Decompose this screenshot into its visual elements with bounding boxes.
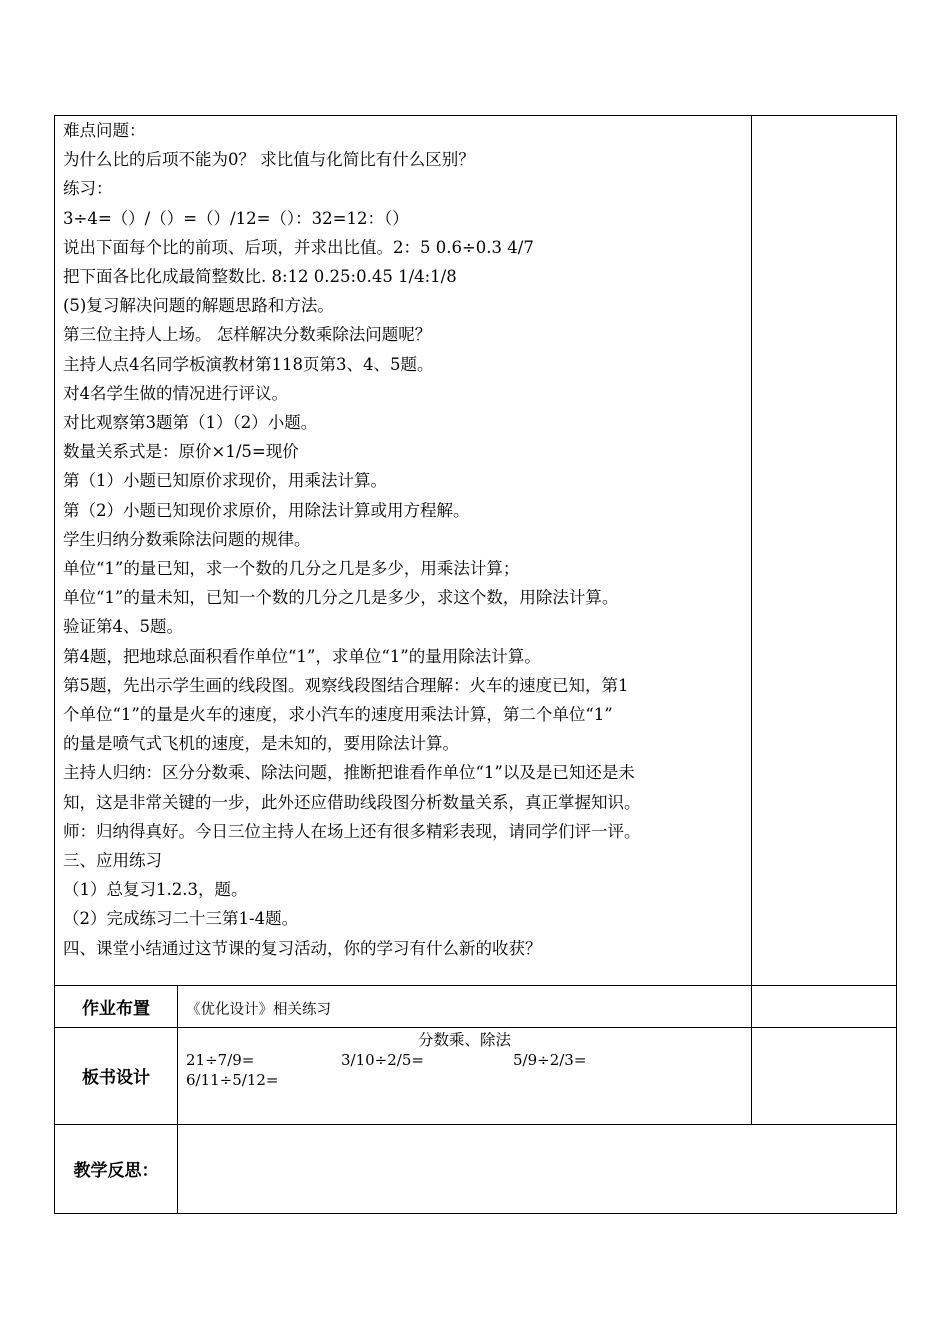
reflection-row xyxy=(55,1124,897,1213)
content-line: 主持人点4名同学板演教材第118页第3、4、5题。 xyxy=(63,354,434,374)
content-line: 第（2）小题已知现价求原价，用除法计算或用方程解。 xyxy=(63,500,470,520)
content-line: 师：归纳得真好。今日三位主持人在场上还有很多精彩表现，请同学们评一评。 xyxy=(63,821,641,841)
board-equation: 21÷7/9= xyxy=(186,1050,255,1069)
content-line: （1）总复习1.2.3，题。 xyxy=(63,880,248,900)
main-content-cell xyxy=(55,116,752,986)
content-line: 对比观察第3题第（1）（2）小题。 xyxy=(63,413,318,433)
content-line: 第三位主持人上场。 怎样解决分数乘除法问题呢？ xyxy=(63,325,432,345)
board-title: 分数乘、除法 xyxy=(417,1030,511,1049)
content-line: 验证第4、5题。 xyxy=(63,617,183,637)
homework-side-cell xyxy=(752,985,897,1027)
content-line: 主持人归纳：区分分数乘、除法问题，推断把谁看作单位“1”以及是已知还是未 xyxy=(63,763,635,783)
content-line: 难点问题： xyxy=(63,121,146,140)
content-line: 第4题，把地球总面积看作单位“1”，求单位“1”的量用除法计算。 xyxy=(63,646,541,666)
homework-cell xyxy=(178,985,752,1027)
content-line: 为什么比的后项不能为0？ 求比值与化简比有什么区别？ xyxy=(63,150,475,170)
homework-row xyxy=(55,985,897,1027)
content-line: 学生归纳分数乘除法问题的规律。 xyxy=(63,529,311,549)
content-line: 数量关系式是：原价×1/5=现价 xyxy=(63,442,299,462)
board-side-cell xyxy=(752,1027,897,1124)
main-side-cell xyxy=(752,116,897,986)
board-equations-row xyxy=(178,1050,751,1070)
content-line: 三、应用练习 xyxy=(63,851,162,871)
content-line: 四、课堂小结通过这节课的复习活动，你的学习有什么新的收获？ xyxy=(63,938,542,958)
content-line: 第5题，先出示学生画的线段图。观察线段图结合理解：火车的速度已知，第1 xyxy=(63,675,629,695)
lesson-plan-table xyxy=(54,115,897,1214)
board-equation: 3/10÷2/5= xyxy=(341,1050,424,1069)
board-row xyxy=(55,1027,897,1124)
board-equation: 6/11÷5/12= xyxy=(186,1070,279,1089)
board-equation: 5/9÷2/3= xyxy=(513,1050,587,1069)
content-line: 说出下面每个比的前项、后项，并求出比值。2：5 0.6÷0.3 4/7 xyxy=(63,237,534,257)
main-content-row xyxy=(55,116,897,986)
content-line: 练习： xyxy=(63,179,113,199)
content-line: 的量是喷气式飞机的速度，是未知的，要用除法计算。 xyxy=(63,734,459,754)
content-line: 第（1）小题已知原价求现价，用乘法计算。 xyxy=(63,471,387,491)
content-line: 对4名学生做的情况进行评议。 xyxy=(63,383,288,403)
content-line: 单位“1”的量已知，求一个数的几分之几是多少，用乘法计算； xyxy=(63,559,520,579)
reflection-label: 教学反思： xyxy=(55,1124,178,1213)
board-cell xyxy=(178,1027,752,1124)
content-line: 3÷4=（）/（）=（）/12=（）：32=12：（） xyxy=(63,208,409,228)
main-content-text xyxy=(55,116,751,985)
content-line: 把下面各比化成最简整数比. 8:12 0.25:0.45 1/4:1/8 xyxy=(63,267,457,287)
content-line: 知，这是非常关键的一步，此外还应借助线段图分析数量关系，真正掌握知识。 xyxy=(63,792,641,812)
board-label: 板书设计 xyxy=(55,1027,178,1124)
content-line: 个单位“1”的量是火车的速度，求小汽车的速度用乘法计算，第二个单位“1” xyxy=(63,705,613,725)
content-line: (5)复习解决问题的解题思路和方法。 xyxy=(63,296,334,316)
homework-label: 作业布置 xyxy=(55,985,178,1027)
reflection-cell xyxy=(178,1124,897,1213)
homework-text: 《优化设计》相关练习 xyxy=(186,1001,331,1018)
content-line: （2）完成练习二十三第1-4题。 xyxy=(63,909,299,929)
content-line: 单位“1”的量未知，已知一个数的几分之几是多少，求这个数，用除法计算。 xyxy=(63,588,619,608)
